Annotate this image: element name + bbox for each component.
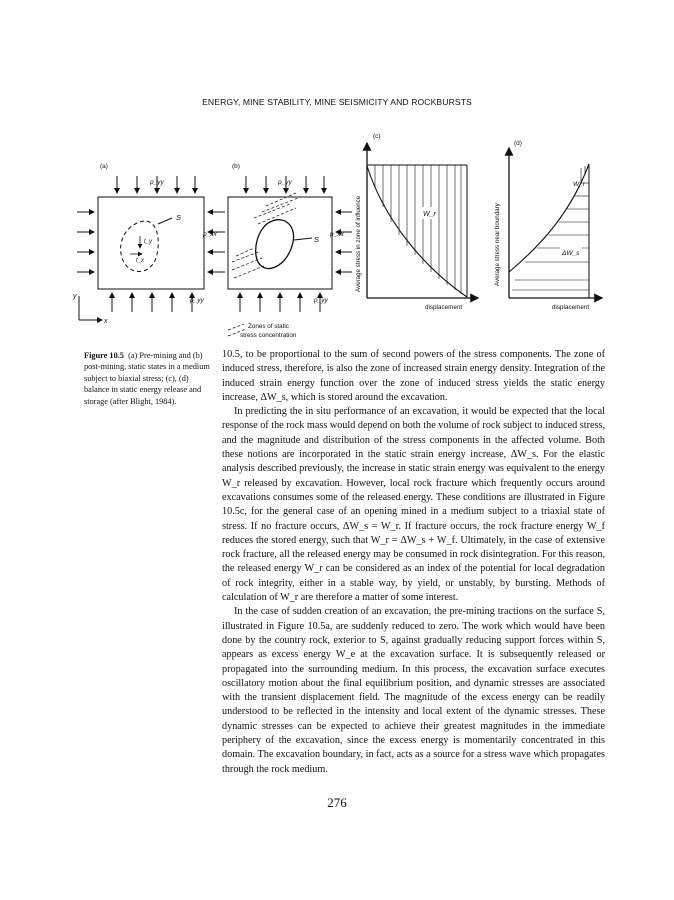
panel-a-tx: t_x [136, 258, 145, 264]
paragraph-2: In predicting the in situ performance of an excavation, it would be expected that the local response of the rock mass would depend on both the volume of rock subject to induced stress, and the magnitude and distribution of the stress components in the affected volume. Both these notions are incorporated in the static strain energy increase, ΔW_s. For the elastic analysis described previously, the increase in static strain energy was equivalent to the energy W_r released by excavation. However, local rock fracture which frequently occurs around excavations consumes some of the released energy. These conditions are illustrated in Figure 10.5c, for the general case of an opening mined in a medium subject to a triaxial state of stress. If no fracture occurs, ΔW_s = W_r. If fracture occurs, the rock fracture energy W_f reduces the stored energy, such that W_r = ΔW_s + W_f. Ultimately, in the case of extensive rock fracture, all the released energy may be consumed in rock disintegration. For this reason, the released energy W_r can be considered as an index of the potential for local degradation of rock integrity, either in a stable way, by yield, or unstably, by bursting. Methods of calculation of W_r are therefore a matter of some interest. [222, 406, 605, 604]
panel-c-region: W_r [423, 211, 436, 218]
figure-10-5 [0, 0, 674, 345]
panel-b [212, 163, 352, 339]
panel-b-tag: (b) [232, 163, 240, 170]
body-text [222, 348, 605, 777]
panel-a [72, 163, 225, 325]
panel-d-ylabel: Average stress near boundary [494, 203, 501, 286]
panel-a-p-top: p_yy [150, 179, 164, 186]
paragraph-1: 10.5, to be proportional to the sum of second powers of the stress components. The zone of induced stress, therefore, is also the zone of increased strain energy density. Integration of the induced strain energy function over the zone of induced stress yields the static energy increase, ΔW_s, which is stored around the excavation. [222, 349, 605, 403]
caption-text: (a) Pre-mining and (b) post-mining, static states in a medium subject to biaxial stress; (c), (d) balance in static energy release and storage (after Blight, 1984). [84, 351, 210, 406]
axis-x-label: x [104, 318, 108, 325]
panel-b-p-bottom: p_yy [314, 297, 328, 304]
panel-c [355, 133, 478, 311]
panel-c-xlabel: displacement [425, 304, 463, 311]
panel-c-tag: (c) [373, 133, 381, 140]
panel-c-ylabel: Average stress in zone of influence [355, 195, 362, 292]
legend-line1: Zones of static [248, 323, 289, 330]
panel-d [494, 140, 602, 311]
figure-caption [84, 350, 214, 407]
panel-d-region-bottom: ΔW_s [562, 250, 580, 257]
panel-a-p-bottom: p_yy [190, 297, 204, 304]
panel-a-ty: t_y [144, 239, 153, 245]
page-number: 276 [327, 795, 347, 810]
legend-line2: stress concentration [240, 332, 297, 339]
panel-b-surface: S [314, 235, 320, 244]
panel-a-p-right: p_xx [203, 231, 217, 238]
panel-d-region-top: W_r [573, 181, 585, 188]
panel-a-tag: (a) [100, 163, 108, 170]
panel-d-tag: (d) [514, 140, 522, 147]
panel-b-p-right: p_xx [330, 231, 344, 238]
paragraph-3: In the case of sudden creation of an excavation, the pre-mining tractions on the surface S, illustrated in Figure 10.5a, are suddenly reduced to zero. The work which would have been done by the country rock, exterior to S, against gradually reducing support forces within S, appears as excess energy W_e at the excavation surface. It is subsequently released or propagated into the surrounding medium. In this process, the excavation surface executes oscillatory motion about the final equilibrium position, and dynamic stresses are associated with the transient displacement field. The magnitude of the excess energy can be readily understood to be reflected in the intensity and local extent of the dynamic stresses. These dynamic stresses can be expected to achieve their greatest magnitudes in the immediate periphery of the excavation, since the excess energy is momentarily concentrated in this domain. The excavation boundary, in fact, acts as a source for a stress wave which propagates through the rock medium. [222, 606, 605, 775]
panel-d-xlabel: displacement [552, 304, 590, 311]
caption-label: Figure 10.5 [84, 351, 124, 360]
axis-y-label: y [73, 293, 77, 300]
panel-a-surface: S [176, 213, 182, 222]
panel-b-p-top: p_yy [278, 179, 292, 186]
running-head: ENERGY, MINE STABILITY, MINE SEISMICITY AND ROCKBURSTS [202, 97, 472, 107]
